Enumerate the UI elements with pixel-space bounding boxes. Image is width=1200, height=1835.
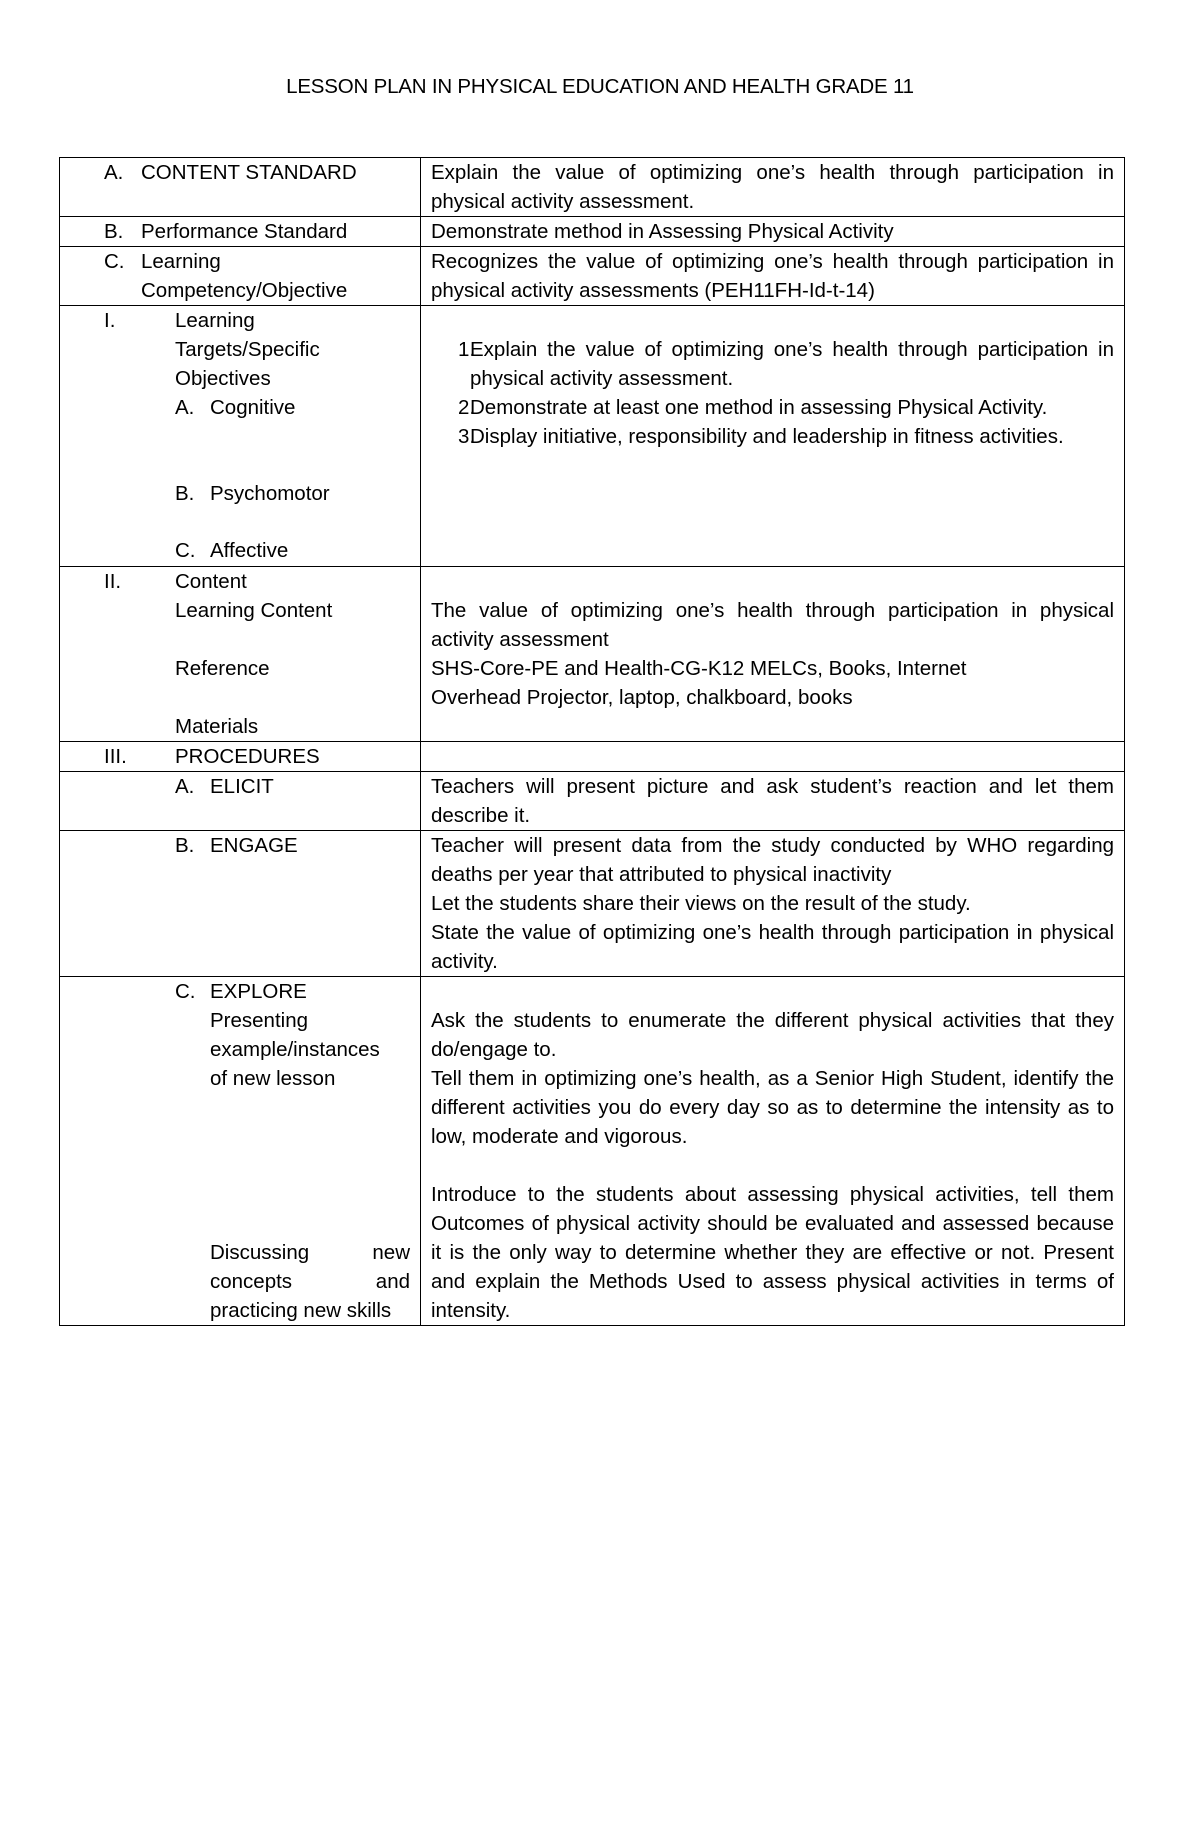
materials-text: Overhead Projector, laptop, chalkboard, books <box>431 686 853 709</box>
page-title: LESSON PLAN IN PHYSICAL EDUCATION AND HEALTH GRADE 11 <box>286 75 914 98</box>
explore-text-2: Tell them in optimizing one’s health, as a Senior High Student, identify the different activities you do every day so as to determine the intensity as to low, moderate and vigorous. <box>431 1067 1114 1148</box>
content-standard-label-cell <box>60 158 421 217</box>
objectives-list <box>431 335 1114 451</box>
procedures-roman: III. <box>104 745 127 768</box>
explore-sub2-line2: concepts and <box>210 1270 410 1293</box>
engage-letter: B. <box>175 834 195 857</box>
table-row-performance-standard <box>60 217 1125 247</box>
performance-standard-label-cell <box>60 217 421 247</box>
psychomotor-label: Psychomotor <box>210 482 330 505</box>
learning-targets-roman: I. <box>104 309 116 332</box>
engage-text-2: Let the students share their views on the result of the study. <box>431 892 971 915</box>
objective-number: 1. <box>458 338 476 361</box>
learning-targets-text-cell <box>421 306 1125 567</box>
content-standard-letter: A. <box>104 161 124 184</box>
explore-text-3: Introduce to the students about assessing physical activities, tell them Outcomes of physical activity should be evaluated and assessed because it is the only way to determine whether they are effective or not. Present and explain the Methods Used to assess physical activities in terms of intensity. <box>431 1183 1114 1322</box>
explore-text-1: Ask the students to enumerate the different physical activities that they do/engage to. <box>431 1009 1114 1061</box>
table-row-learning-competency <box>60 247 1125 306</box>
learning-competency-text: Recognizes the value of optimizing one’s health through participation in physical activity assessments (PEH11FH-Id-t-14) <box>431 250 1114 302</box>
learning-targets-label-line3: Objectives <box>175 367 271 390</box>
engage-label-cell <box>60 831 421 977</box>
table-row-learning-targets <box>60 306 1125 567</box>
learning-competency-text-cell <box>421 247 1125 306</box>
performance-standard-letter: B. <box>104 220 124 243</box>
table-row-elicit <box>60 772 1125 831</box>
objective-number: 2. <box>458 396 476 419</box>
table-row-content <box>60 567 1125 742</box>
content-text-cell <box>421 567 1125 742</box>
engage-text-1: Teacher will present data from the study conducted by WHO regarding deaths per year that attributed to physical inactivity <box>431 834 1114 886</box>
objective-text: Display initiative, responsibility and leadership in fitness activities. <box>470 425 1064 448</box>
learning-targets-label-line2: Targets/Specific <box>175 338 320 361</box>
table-row-engage <box>60 831 1125 977</box>
psychomotor-letter: B. <box>175 482 195 505</box>
learning-content-label: Learning Content <box>175 599 333 622</box>
explore-label: EXPLORE <box>210 980 307 1003</box>
content-standard-text: Explain the value of optimizing one’s health through participation in physical activity assessment. <box>431 161 1114 213</box>
table-row-procedures <box>60 742 1125 772</box>
explore-letter: C. <box>175 980 196 1003</box>
procedures-text-cell <box>421 742 1125 772</box>
performance-standard-label: Performance Standard <box>141 220 348 243</box>
content-label-cell <box>60 567 421 742</box>
affective-letter: C. <box>175 539 196 562</box>
engage-text-3: State the value of optimizing one’s health through participation in physical activity. <box>431 921 1114 973</box>
explore-label-cell <box>60 977 421 1326</box>
reference-text: SHS-Core-PE and Health-CG-K12 MELCs, Books, Internet <box>431 657 967 680</box>
list-item <box>431 393 1114 422</box>
list-item <box>431 335 1114 393</box>
explore-sub1-line3: of new lesson <box>210 1067 336 1090</box>
elicit-letter: A. <box>175 775 195 798</box>
objective-number: 3. <box>458 425 476 448</box>
explore-text-cell <box>421 977 1125 1326</box>
learning-competency-label-line1: Learning <box>141 250 221 273</box>
list-item <box>431 422 1114 451</box>
elicit-text-cell <box>421 772 1125 831</box>
learning-competency-label-cell <box>60 247 421 306</box>
cognitive-label: Cognitive <box>210 396 296 419</box>
elicit-label: ELICIT <box>210 775 274 798</box>
content-standard-label: CONTENT STANDARD <box>141 161 357 184</box>
learning-targets-label-cell <box>60 306 421 567</box>
materials-label: Materials <box>175 715 259 738</box>
learning-competency-letter: C. <box>104 250 125 273</box>
learning-competency-label-line2: Competency/Objective <box>141 279 348 302</box>
learning-content-text: The value of optimizing one’s health through participation in physical activity assessment <box>431 599 1114 651</box>
table-row-content-standard <box>60 158 1125 217</box>
content-label: Content <box>175 570 247 593</box>
cognitive-letter: A. <box>175 396 195 419</box>
affective-label: Affective <box>210 539 289 562</box>
elicit-text: Teachers will present picture and ask student’s reaction and let them describe it. <box>431 775 1114 827</box>
explore-sub1-line1: Presenting <box>210 1009 309 1032</box>
engage-label: ENGAGE <box>210 834 298 857</box>
procedures-label: PROCEDURES <box>175 745 320 768</box>
objective-text: Demonstrate at least one method in assessing Physical Activity. <box>470 396 1048 419</box>
objective-text: Explain the value of optimizing one’s health through participation in physical activity assessment. <box>470 338 1114 390</box>
learning-targets-label-line1: Learning <box>175 309 255 332</box>
explore-sub2-line3: practicing new skills <box>210 1299 392 1322</box>
performance-standard-text: Demonstrate method in Assessing Physical Activity <box>431 220 894 243</box>
engage-text-cell <box>421 831 1125 977</box>
content-roman: II. <box>104 570 122 593</box>
table-row-explore <box>60 977 1125 1326</box>
procedures-label-cell <box>60 742 421 772</box>
explore-sub1-line2: example/instances <box>210 1038 380 1061</box>
lesson-plan-table <box>59 157 1125 1326</box>
reference-label: Reference <box>175 657 270 680</box>
elicit-label-cell <box>60 772 421 831</box>
content-standard-text-cell <box>421 158 1125 217</box>
explore-sub2-line1: Discussing new <box>210 1241 410 1264</box>
performance-standard-text-cell <box>421 217 1125 247</box>
